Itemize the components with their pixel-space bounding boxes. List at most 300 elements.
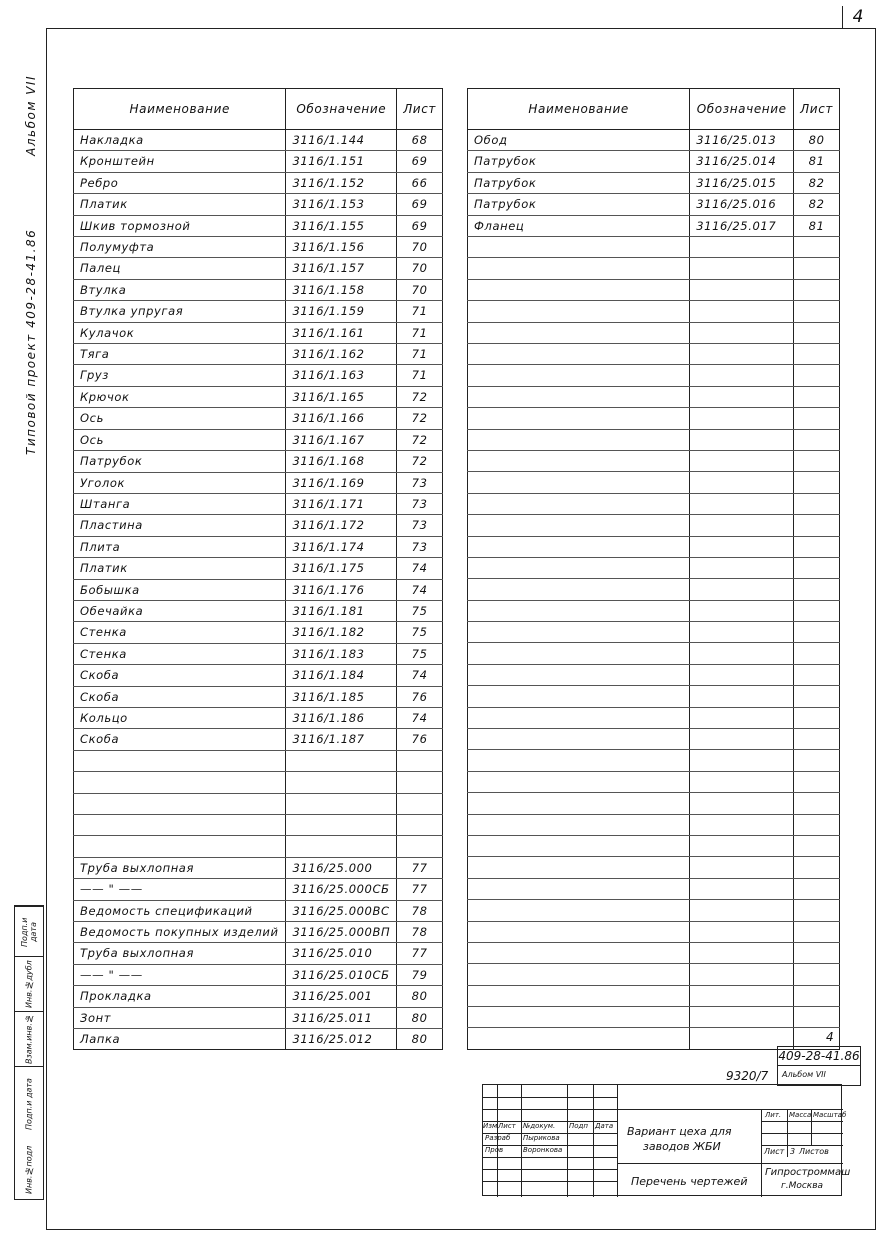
cell-code: 3116/1.162 [286,344,397,365]
table-row [468,878,840,899]
cell-code [690,536,794,557]
cell-code [286,772,397,793]
table-row [468,900,840,921]
cell-name: Ось [74,408,286,429]
cell-code [690,729,794,750]
table-row [468,472,840,493]
cell-name [468,408,690,429]
side-album: Альбом VII [24,75,38,156]
cell-code: 3116/25.014 [690,151,794,172]
col-izm: Изм [483,1122,498,1130]
left-margin-stamp [14,905,44,1200]
cell-name [468,750,690,771]
table-row [74,558,443,579]
cell-code: 3116/25.011 [286,1007,397,1028]
cell-sheet [794,279,840,300]
cell-name: Стенка [74,643,286,664]
cell-code [690,343,794,364]
cell-code: 3116/1.166 [286,408,397,429]
cell-sheet: 74 [397,707,443,728]
table-row [74,772,443,793]
cell-name [468,450,690,471]
cell-sheet [397,772,443,793]
col-name-header: Наименование [468,89,690,130]
cell-name: Втулка упругая [74,301,286,322]
cell-code [690,664,794,685]
cell-code: 3116/1.163 [286,365,397,386]
cell-sheet [794,515,840,536]
cell-name [468,835,690,856]
cell-code [690,942,794,963]
cell-sheet [794,536,840,557]
cell-sheet: 71 [397,365,443,386]
table-row [74,322,443,343]
cell-code: 3116/1.169 [286,472,397,493]
cell-code: 3116/25.016 [690,194,794,215]
cell-name: —— " —— [74,964,286,985]
table-row [74,707,443,728]
cell-code [690,793,794,814]
cell-code: 3116/1.156 [286,237,397,258]
cell-name: Крючок [74,386,286,407]
table-row [468,279,840,300]
cell-code [286,814,397,835]
cell-name [74,793,286,814]
cell-code: 3116/25.000СБ [286,879,397,900]
cell-name: Зонт [74,1007,286,1028]
cell-sheet [794,643,840,664]
cell-sheet: 76 [397,729,443,750]
cell-code: 3116/1.152 [286,172,397,193]
cell-name [468,964,690,985]
cell-code: 3116/25.017 [690,215,794,236]
cell-code: 3116/25.015 [690,172,794,193]
cell-sheet: 74 [397,665,443,686]
cell-code [690,835,794,856]
left-drawing-list [73,88,443,1050]
cell-sheet [794,985,840,1006]
cell-sheet [794,900,840,921]
cell-name: Скоба [74,686,286,707]
cell-name [468,622,690,643]
cell-sheet [794,878,840,899]
table-row [74,665,443,686]
cell-name [468,793,690,814]
table-row [468,600,840,621]
cell-name: Ось [74,429,286,450]
cell-code [690,964,794,985]
cell-code: 3116/1.172 [286,515,397,536]
cell-name [468,1007,690,1028]
cell-code [690,515,794,536]
cell-code [690,900,794,921]
cell-sheet [397,814,443,835]
cell-name [468,579,690,600]
cell-code [690,237,794,258]
cell-sheet [794,729,840,750]
table-row [74,472,443,493]
cell-code [690,322,794,343]
cell-name [468,942,690,963]
cell-name [74,772,286,793]
cell-code [690,258,794,279]
table-row [468,707,840,728]
cell-name [468,301,690,322]
scale-label: Масштаб [813,1111,847,1119]
table-row [74,1028,443,1049]
table-row [468,729,840,750]
cell-sheet [794,600,840,621]
cell-name: Втулка [74,279,286,300]
cell-sheet [794,258,840,279]
cell-code [690,301,794,322]
cell-name [468,985,690,1006]
table-row [468,793,840,814]
cell-code [690,985,794,1006]
cell-name [468,1028,690,1049]
table-row [468,194,840,215]
cell-sheet: 72 [397,386,443,407]
cell-sheet [397,793,443,814]
cell-sheet: 80 [397,1028,443,1049]
cell-code [690,1007,794,1028]
cell-name [468,814,690,835]
table-row [468,857,840,878]
cell-code: 3116/1.185 [286,686,397,707]
table-row [468,322,840,343]
cell-sheet [794,942,840,963]
table-row [74,365,443,386]
table-row [468,686,840,707]
cell-code: 3116/1.144 [286,130,397,151]
table-row [468,622,840,643]
project-code-box [777,1046,861,1066]
project-code: 409-28-41.86 [778,1049,860,1063]
cell-sheet [794,622,840,643]
cell-code [690,878,794,899]
side-title [24,75,44,455]
cell-name [468,900,690,921]
cell-sheet [794,557,840,578]
cell-sheet: 78 [397,921,443,942]
cell-code: 3116/1.183 [286,643,397,664]
table-row [468,643,840,664]
cell-sheet [794,921,840,942]
table-row [74,836,443,857]
cell-name [468,343,690,364]
cell-sheet [794,707,840,728]
cell-name: Груз [74,365,286,386]
table-row [74,344,443,365]
cell-code: 3116/25.013 [690,130,794,151]
cell-sheet [794,365,840,386]
cell-sheet: 71 [397,301,443,322]
cell-sheet: 70 [397,279,443,300]
table-row [468,515,840,536]
cell-name [468,279,690,300]
cell-sheet: 73 [397,515,443,536]
cell-sheet [794,322,840,343]
cell-sheet: 74 [397,579,443,600]
cell-sheet: 73 [397,493,443,514]
cell-name: Шкив тормозной [74,215,286,236]
cell-name: Кольцо [74,707,286,728]
cell-code [690,429,794,450]
cell-sheet: 79 [397,964,443,985]
cell-code: 3116/1.157 [286,258,397,279]
table-row [74,986,443,1007]
side-project: Типовой проект 409-28-41.86 [24,228,38,455]
cell-code [286,836,397,857]
cell-name: Лапка [74,1028,286,1049]
table-row [468,536,840,557]
order-number: 9320/7 [726,1069,769,1083]
table-row [468,921,840,942]
cell-code [690,557,794,578]
cell-sheet [794,408,840,429]
cell-code: 3116/25.010СБ [286,964,397,985]
cell-name [468,557,690,578]
table-row [74,750,443,771]
table-row [74,943,443,964]
album-label: Альбом VII [782,1070,826,1079]
table-row [468,130,840,151]
prov-name: Воронкова [523,1146,563,1154]
table-row [74,964,443,985]
cell-name [468,515,690,536]
table-row [74,814,443,835]
cell-code: 3116/1.174 [286,536,397,557]
table-row [74,279,443,300]
cell-code [690,386,794,407]
cell-code [690,279,794,300]
cell-name [468,686,690,707]
cell-name: Скоба [74,729,286,750]
table-row [74,600,443,621]
razrab-name: Пырикова [523,1134,560,1142]
table-row [74,579,443,600]
cell-sheet [794,857,840,878]
cell-name [468,429,690,450]
cell-sheet: 77 [397,943,443,964]
cell-sheet [794,771,840,792]
cell-sheet [794,835,840,856]
prov-label: Пров [485,1146,504,1154]
cell-name: Ребро [74,172,286,193]
cell-code [690,472,794,493]
cell-name [468,322,690,343]
cell-name: Ведомость спецификаций [74,900,286,921]
col-code-header: Обозначение [690,89,794,130]
cell-name: Обечайка [74,600,286,621]
cell-sheet: 80 [397,986,443,1007]
cell-sheet: 77 [397,879,443,900]
sheets-label: Листов [799,1147,829,1156]
cell-code [690,814,794,835]
cell-sheet [794,429,840,450]
table-row [468,814,840,835]
table-row [468,835,840,856]
cell-sheet: 72 [397,451,443,472]
table-row [74,536,443,557]
cell-code [690,622,794,643]
table-row [468,215,840,236]
cell-code: 3116/25.000ВП [286,921,397,942]
cell-name: Кулачок [74,322,286,343]
table-row [468,771,840,792]
table-row [74,879,443,900]
title-block [482,1084,851,1196]
table-row [74,151,443,172]
cell-code: 3116/1.159 [286,301,397,322]
table-row [468,450,840,471]
cell-sheet: 71 [397,322,443,343]
cell-code [286,793,397,814]
cell-sheet: 82 [794,172,840,193]
cell-name [468,707,690,728]
cell-name [468,472,690,493]
cell-name: Палец [74,258,286,279]
cell-name [468,643,690,664]
cell-sheet [794,664,840,685]
cell-code: 3116/25.000ВС [286,900,397,921]
cell-sheet [794,301,840,322]
cell-code: 3116/1.155 [286,215,397,236]
cell-sheet: 69 [397,194,443,215]
cell-name [468,921,690,942]
cell-name [468,857,690,878]
cell-name: —— " —— [74,879,286,900]
cell-code: 3116/1.182 [286,622,397,643]
stamp-cell: Подп.и дата [15,906,43,957]
cell-name [468,664,690,685]
cell-sheet: 75 [397,600,443,621]
cell-sheet: 72 [397,408,443,429]
table-row [468,343,840,364]
cell-sheet: 68 [397,130,443,151]
cell-sheet [794,343,840,364]
cell-sheet: 80 [397,1007,443,1028]
cell-name: Накладка [74,130,286,151]
table-row [468,151,840,172]
table-row [468,172,840,193]
cell-sheet: 71 [397,344,443,365]
cell-sheet [794,750,840,771]
cell-code: 3116/1.187 [286,729,397,750]
table-row [74,900,443,921]
cell-sheet: 66 [397,172,443,193]
table-row [468,365,840,386]
cell-sheet [794,386,840,407]
col-sheet-header: Лист [794,89,840,130]
table-row [468,258,840,279]
cell-sheet [794,493,840,514]
cell-name [74,814,286,835]
table-row [468,985,840,1006]
cell-sheet [794,814,840,835]
table-row [74,515,443,536]
cell-sheet: 70 [397,237,443,258]
cell-name: Плита [74,536,286,557]
table-row [74,493,443,514]
cell-sheet: 74 [397,558,443,579]
table-row [468,386,840,407]
cell-code: 3116/1.161 [286,322,397,343]
table-row [74,237,443,258]
table-row [74,194,443,215]
table-row [468,429,840,450]
cell-code: 3116/1.176 [286,579,397,600]
table-row [468,750,840,771]
cell-code [286,750,397,771]
cell-code [690,600,794,621]
col-sign: Подп [569,1122,588,1130]
table-row [468,493,840,514]
stamp-cell: Инв.№дубл [15,956,43,1012]
cell-code: 3116/25.000 [286,857,397,878]
cell-sheet: 73 [397,536,443,557]
table-row [468,664,840,685]
cell-sheet: 69 [397,151,443,172]
cell-name [468,493,690,514]
cell-name: Труба выхлопная [74,943,286,964]
table-row [468,942,840,963]
col-code-header: Обозначение [286,89,397,130]
table-row [74,429,443,450]
cell-sheet: 78 [397,900,443,921]
cell-name: Ведомость покупных изделий [74,921,286,942]
col-sheet-header: Лист [397,89,443,130]
cell-name [74,750,286,771]
cell-name [468,600,690,621]
cell-code: 3116/1.153 [286,194,397,215]
cell-code: 3116/25.012 [286,1028,397,1049]
cell-name: Патрубок [468,194,690,215]
cell-sheet [397,750,443,771]
col-date: Дата [595,1122,614,1130]
sheet-label: Лист [764,1147,785,1156]
table-row [74,386,443,407]
table-row [74,258,443,279]
cell-code: 3116/1.184 [286,665,397,686]
cell-code: 3116/1.158 [286,279,397,300]
stamp-top-number: 4 [826,1030,834,1044]
title-line-1: Вариант цеха для [627,1125,732,1138]
cell-name: Патрубок [468,172,690,193]
cell-code [690,493,794,514]
cell-sheet: 81 [794,215,840,236]
cell-name: Пластина [74,515,286,536]
cell-code: 3116/1.175 [286,558,397,579]
cell-sheet [794,686,840,707]
col-doc: №докум. [523,1122,556,1130]
cell-code: 3116/1.171 [286,493,397,514]
right-drawing-list [467,88,840,1050]
table-row [74,408,443,429]
cell-name [468,386,690,407]
cell-name: Уголок [74,472,286,493]
cell-sheet [794,793,840,814]
table-row [468,964,840,985]
cell-name: Тяга [74,344,286,365]
table-row [74,130,443,151]
cell-name: Прокладка [74,986,286,1007]
cell-code: 3116/1.181 [286,600,397,621]
cell-name [468,365,690,386]
table-row [74,729,443,750]
cell-sheet [397,836,443,857]
table-row [74,172,443,193]
